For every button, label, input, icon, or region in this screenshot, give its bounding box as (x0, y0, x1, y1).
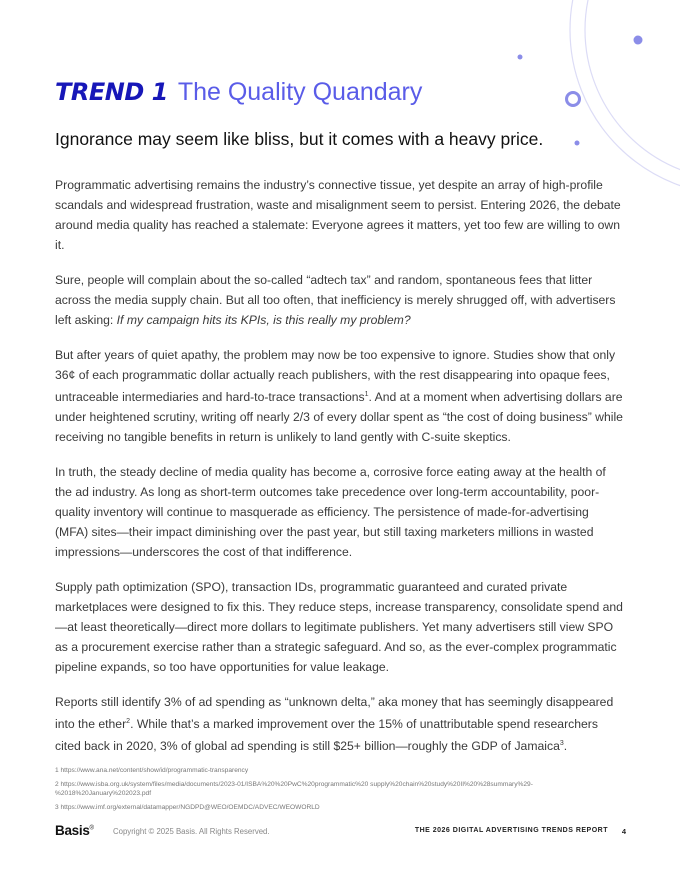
footnote-2[interactable]: 2 https://www.isba.org.uk/system/files/media/documents/2023-01/ISBA%20%20PwC%20programmatic%20 supply%20chain%20study%20II%20%28summary%29-%2018%20January%202023.pdf (55, 781, 533, 797)
paragraph-5: Supply path optimization (SPO), transaction IDs, programmatic guaranteed and curated private marketplaces were designed to fix this. They reduce steps, increase transparency, consolidate spend and—at least theoretically—direct more dollars to legitimate publishers. Yet many advertisers still view SPO as a procurement exercise rather than a strategic safeguard. And so, as the ever-complex programmatic pipeline expands, so too have opportunities for value leakage. (55, 580, 623, 675)
registered-mark: ® (89, 825, 94, 832)
paragraph-3: But after years of quiet apathy, the problem may now be too expensive to ignore. Studies show that only 36¢ of each programmatic dollar actually reach publishers, with the rest disappearing into opaque fees, untraceable intermediaries and hard-to-trace transactions$^1$. And at a moment when advertising dollars are under heightened scrutiny, writing off nearly 2/3 of every dollar spent as “the cost of doing business” while receiving no tangible benefits in return is unlikely to land gently with C-suite skeptics. (55, 348, 623, 445)
paragraph-2: Sure, people will complain about the so-called “adtech tax” and random, spontaneous fees that litter across the media supply chain. But all too often, that inefficiency is merely shrugged off, with advertisers left asking: If my campaign hits its KPIs, is this really my problem? (55, 273, 616, 327)
decorative-ring (567, 93, 580, 106)
decorative-dot-large (634, 36, 643, 45)
paragraph-4: In truth, the steady decline of media quality has become a, corrosive force eating away at the health of the ad industry. As long as short-term outcomes take precedence over long-term accountability, poor-quality inventory will continue to masquerade as efficiency. The persistence of made-for-advertising (MFA) sites—their impact diminishing over the past year, but still taxing marketers millions in wasted impressions—underscores the cost of that indifference. (55, 465, 606, 560)
article-body (55, 175, 625, 771)
trend-title: The Quality Quandary (177, 78, 423, 106)
page-number: 4 (621, 827, 626, 836)
paragraph-1: Programmatic advertising remains the industry’s connective tissue, yet despite an array of high-profile scandals and widespread frustration, waste and misalignment seem to persist. Entering 2026, the debate around media quality has reached a stalemate: Everyone agrees it matters, yet too few are willing to own it. (55, 178, 621, 252)
section-subtitle: Ignorance may seem like bliss, but it comes with a heavy price. (55, 129, 544, 149)
footnote-ref-2: 2 (126, 718, 131, 726)
decorative-arc-inner (585, 0, 680, 180)
footnote-ref-1: 1 (364, 391, 369, 398)
basis-logo: Basis® (55, 823, 94, 838)
italic-question: If my campaign hits its KPIs, is this really my problem? (116, 313, 411, 327)
trend-label: TREND 1 (55, 78, 168, 106)
footnote-ref-3: 3 (559, 740, 564, 748)
footnotes (55, 766, 535, 817)
copyright-notice: Copyright © 2025 Basis. All Rights Reserved. (113, 827, 270, 836)
footnote-1[interactable]: 1 https://www.ana.net/content/show/id/programmatic-transparency (55, 767, 249, 774)
decorative-dot-small (518, 55, 523, 60)
decorative-arc-outer (570, 0, 680, 195)
report-title: THE 2026 DIGITAL ADVERTISING TRENDS REPORT (414, 827, 608, 834)
trend-header (55, 78, 422, 107)
paragraph-6: Reports still identify 3% of ad spending as “unknown delta,” aka money that has seemingly disappeared into the ether$^2$. While that’s a marked improvement over the 15% of unattributable spend researchers cited back in 2020, 3% of global ad spending is still $25+ billion—roughly the GDP of Jamaica$^3$. (55, 695, 614, 754)
footnote-3[interactable]: 3 https://www.imf.org/external/datamapper/NGDPD@WEO/OEMDC/ADVEC/WEOWORLD (55, 804, 320, 811)
page-footer (55, 823, 626, 841)
decorative-dot-tiny (575, 141, 580, 146)
